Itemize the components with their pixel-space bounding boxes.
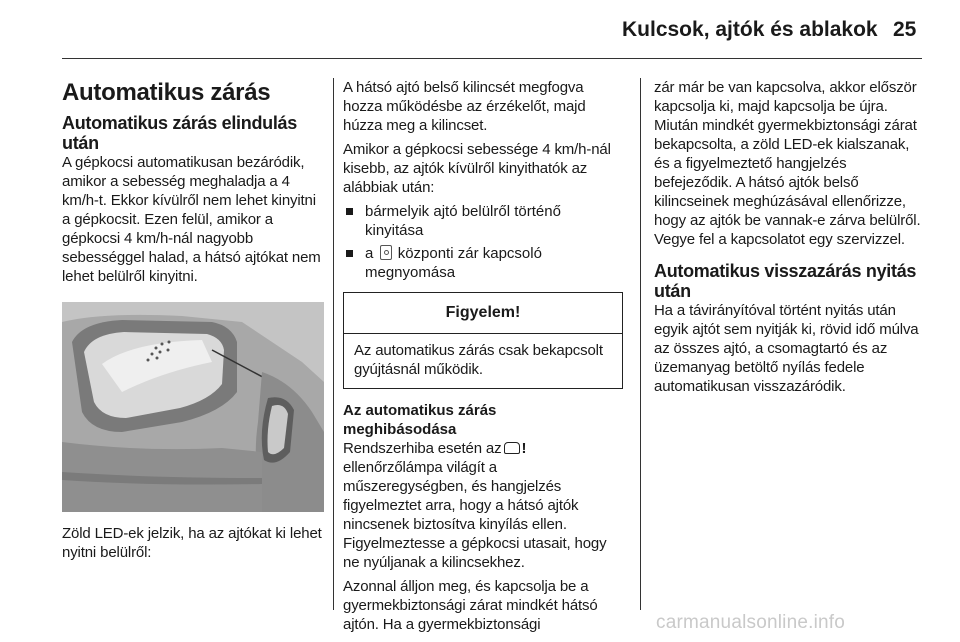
watermark: carmanualsonline.info [656,612,846,633]
list-item: bármelyik ajtó belülről történő kinyitása [343,202,623,240]
paragraph-auto-lock: A gépkocsi automatikusan bezáródik, amikor a sebesség meghaladja a 4 km/h-t. Ekkor kívülről nem lehet kinyitni a gépkocsit. Ezen felül, amikor a gépkocsi 4 km/h-nál nagyobb sebességgel halad, a hátsó ajtókat nem lehet belülről kinyitni. [62,154,321,285]
door-handle-photo [62,302,324,512]
section-heading: Automatikus zárás [62,79,271,106]
paragraph-child-lock: zár már be van kapcsolva, akkor először kapcsolja ki, majd kapcsolja be újra. Miután mindkét gyermekbiztonsági zárat bekapcsolta, a zöld LED-ek kialszanak, és a figyelmeztető hangjelzés befejeződik. A hátsó ajtók belső kilincseinek meghúzásával ellenőrizze, hogy az ajtók be vannak-e zárva belülről. Vegye fel a kapcsolatot egy szervizzel. [654,79,921,248]
photo-caption: Zöld LED-ek jelzik, ha az ajtókat ki lehet nyitni belülről: [62,525,322,561]
header-divider [62,58,922,59]
page-header [0,0,960,52]
column-divider-2 [640,78,641,610]
page-header-title: Kulcsok, ajtók és ablakok [622,18,878,41]
page-number: 25 [893,18,917,41]
paragraph-speed-condition: Amikor a gépkocsi sebessége 4 km/h-nál kisebb, az ajtók kívülről kinyithatók az alábbiak után: [343,141,611,196]
condition-list [343,202,623,282]
column-3 [654,78,924,396]
warning-text: Az automatikus zárás csak bekapcsolt gyújtásnál működik. [354,342,603,378]
subsection-heading-fault: Az automatikus zárás meghibásodása [343,402,497,438]
warning-box [343,292,623,389]
column-1 [62,78,324,562]
warning-title: Figyelem! [344,293,622,334]
bullet-square-icon [346,250,353,257]
subsection-heading-auto-lock: Automatikus zárás elindulás után [62,113,297,153]
column-2 [343,78,623,634]
central-lock-icon [380,245,392,260]
list-item: a központi zár kapcsoló megnyomása [343,244,623,282]
paragraph-sensor: A hátsó ajtó belső kilincsét megfogva hozza működésbe az érzékelőt, majd húzza meg a kilincset. [343,79,586,134]
bullet-square-icon [346,208,353,215]
column-divider-1 [333,78,334,610]
paragraph-fault: Rendszerhiba esetén az ! ellenőrzőlámpa világít a műszeregységben, és hangjelzés figyelmeztet arra, hogy a hátsó ajtók nincsenek biztosítva kinyílás ellen. Figyelmeztesse a gépkocsi utasait, hogy ne nyúljanak a kilincsekhez. [343,440,607,571]
paragraph-stop-instruction: Azonnal álljon meg, és kapcsolja be a gyermekbiztonsági zárat mindkét hátsó ajtón. Ha a gyermekbiztonsági [343,578,598,633]
car-warning-icon [504,442,520,454]
subsection-heading-relock: Automatikus visszazárás nyitás után [654,261,917,301]
door-handle-illustration [62,302,324,512]
paragraph-relock: Ha a távirányítóval történt nyitás után egyik ajtót sem nyitják ki, rövid idő múlva az összes ajtó, a csomagtartó és az üzemanyag betöltő nyílás fedele automatikusan visszazáródik. [654,302,919,395]
